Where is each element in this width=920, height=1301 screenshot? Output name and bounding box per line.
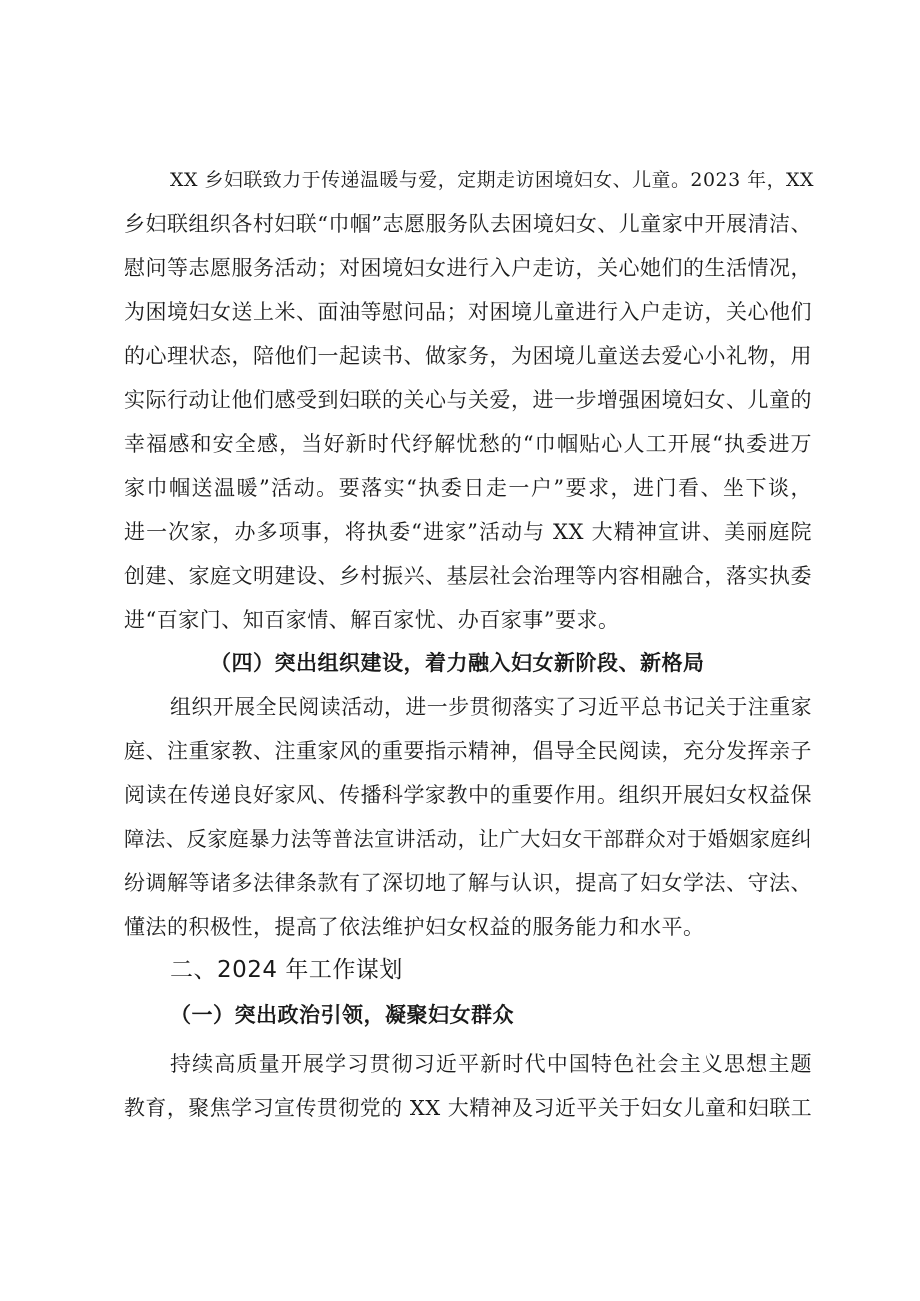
paragraph-line: 持续高质量开展学习贯彻习近平新时代中国特色社会主义思想主题 (170, 1052, 812, 1076)
paragraph-line: 乡妇联组织各村妇联“巾帼”志愿服务队去困境妇女、儿童家中开展清洁、 (124, 212, 812, 236)
paragraph-line: 创建、家庭文明建设、乡村振兴、基层社会治理等内容相融合，落实执委 (124, 564, 812, 588)
paragraph-line: 障法、反家庭暴力法等普法宣讲活动，让广大妇女干部群众对于婚姻家庭纠 (124, 827, 812, 851)
paragraph-line: 家巾帼送温暖”活动。要落实“执委日走一户”要求，进门看、坐下谈， (124, 476, 812, 500)
subsection-heading: （四）突出组织建设，着力融入妇女新阶段、新格局 (210, 650, 705, 675)
paragraph-line: 的心理状态，陪他们一起读书、做家务，为困境儿童送去爱心小礼物，用 (124, 344, 812, 368)
subsection-heading: （一）突出政治引领，凝聚妇女群众 (170, 1002, 514, 1027)
paragraph-line: 懂法的积极性，提高了依法维护妇女权益的服务能力和水平。 (124, 915, 705, 939)
paragraph-line: 进一次家，办多项事，将执委“进家”活动与 XX 大精神宣讲、美丽庭院 (124, 520, 812, 544)
paragraph-line: 幸福感和安全感，当好新时代纾解忧愁的“巾帼贴心人工开展“执委进万 (124, 432, 812, 456)
paragraph-line: 教育，聚焦学习宣传贯彻党的 XX 大精神及习近平关于妇女儿童和妇联工 (124, 1096, 813, 1120)
paragraph-line: 进“百家门、知百家情、解百家忧、办百家事”要求。 (124, 608, 620, 632)
paragraph-line: 实际行动让他们感受到妇联的关心与关爱，进一步增强困境妇女、儿童的 (124, 388, 812, 412)
paragraph-line: 庭、注重家教、注重家风的重要指示精神，倡导全民阅读，充分发挥亲子 (124, 739, 812, 763)
paragraph-line: 慰问等志愿服务活动；对困境妇女进行入户走访，关心她们的生活情况， (124, 256, 812, 280)
paragraph-line: XX 乡妇联致力于传递温暖与爱，定期走访困境妇女、儿童。2023 年，XX (170, 169, 814, 191)
section-title: 二、2024 年工作谋划 (170, 957, 403, 983)
paragraph-line: 组织开展全民阅读活动，进一步贯彻落实了习近平总书记关于注重家 (170, 695, 812, 719)
paragraph-line: 为困境妇女送上米、面油等慰问品；对困境儿童进行入户走访，关心他们 (124, 300, 812, 324)
paragraph-line: 阅读在传递良好家风、传播科学家教中的重要作用。组织开展妇女权益保 (124, 783, 812, 807)
paragraph-line: 纷调解等诸多法律条款有了深切地了解与认识，提高了妇女学法、守法、 (124, 871, 812, 895)
